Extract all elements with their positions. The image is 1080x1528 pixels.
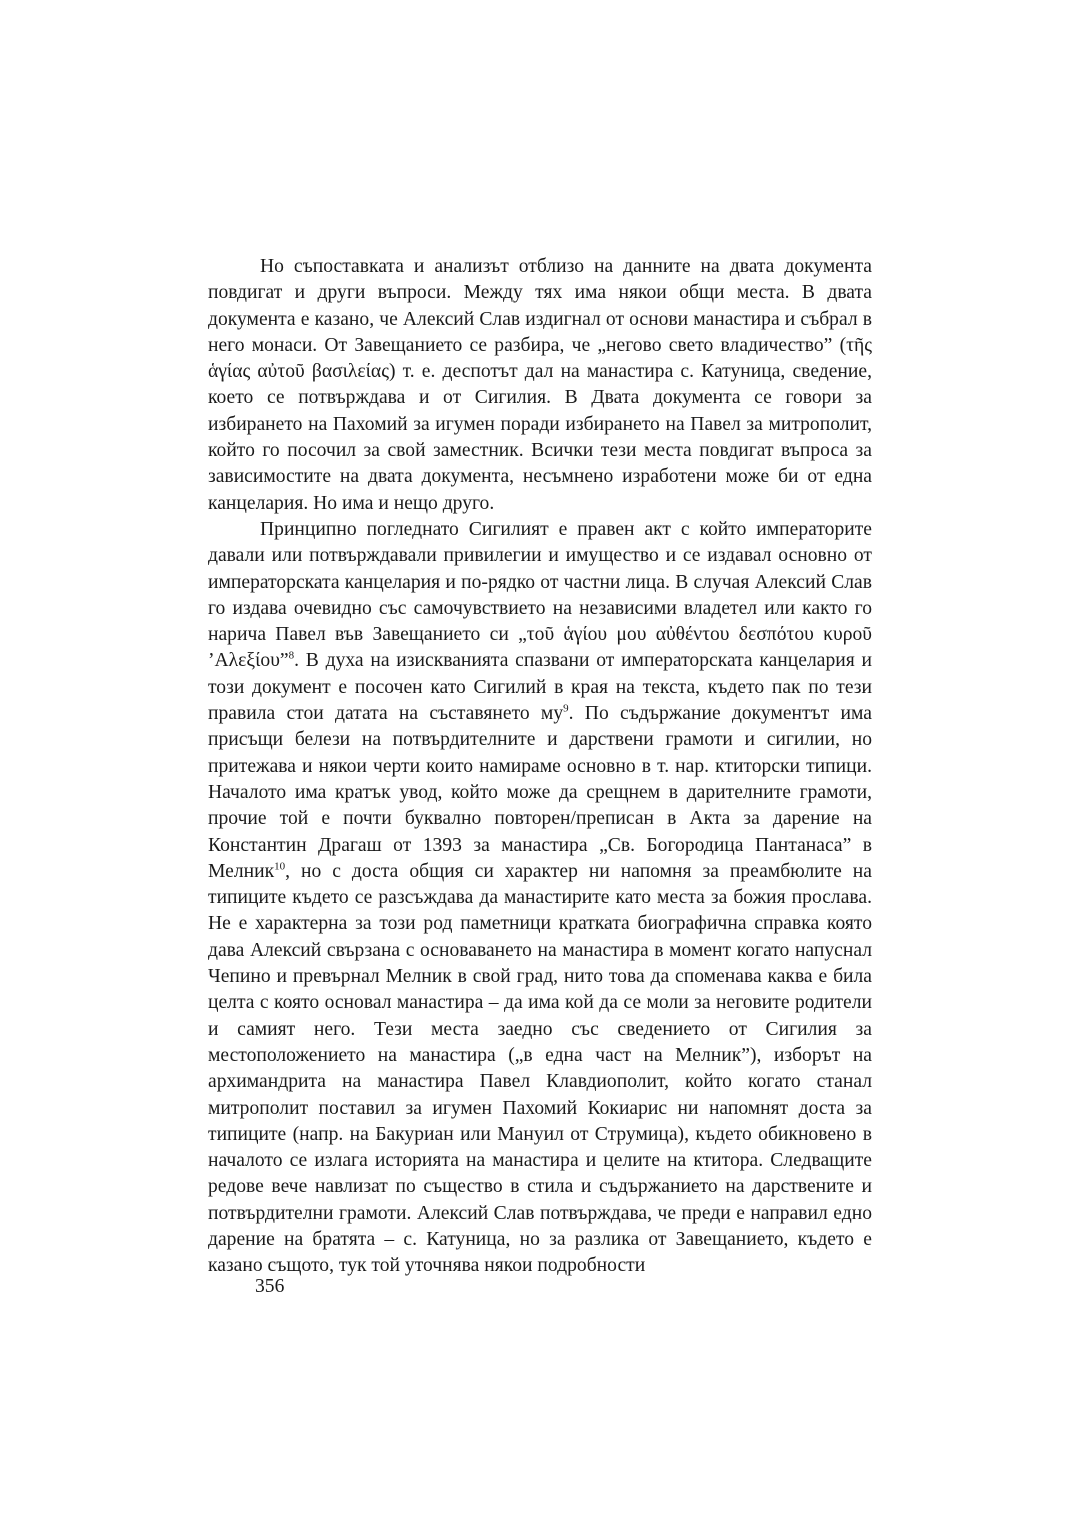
paragraph-text: , но с доста общия си характер ни напомня за преамбюлите на типиците където се разсъждава да манастирите като места за божия прослава. Не е характерна за този род паметници кратката биографична справка която дава Алексий свързана с основаването на манастира в момент когато напуснал Чепино и превърнал Мелник в свой град, нито това да споменава каква е била целта с която основал манастира – да има кой да се моли за неговите родители и самият него. Тези места заедно със сведението от Сигилия за местоположението на манастира („в една част на Мелник”), изборът на архимандрита на манастира Павел Клавдиополит, който когато станал митрополит поставил за игумен Пахомий Кокиарис ни напомнят доста за типиците (напр. на Бакуриан или Мануил от Струмица), където обикновено в началото се излага историята на манастира и целите на ктитора. Следващите редове вече навлизат по същество в стила и съдържанието на дарствените и потвърдителни грамоти. Алексий Слав потвърждава, че преди е направил едно дарение на братята – с. Катуница, но за разлика от Завещанието, където е казано същото, тук той уточнява някои подробности xyxy=(208,860,872,1277)
paragraph-text: . В духа на изискванията спазвани от императорската канцелария и този документ е посочен като Сигилий в края на текста, където пак по тези правила стои датата на съставянето му xyxy=(208,650,872,725)
paragraph-text: . По съдържание документът има присъщи белези на потвърдителните и дарствени грамоти и сигилии, но притежава и някои черти които намираме основно в т. нар. ктиторски типици. Началото има кратък увод, който може да срещнем в дарителните грамоти, прочие той е почти буквално повторен/преписан в Акта за дарение на Константин Драгаш от 1393 за манастира „Св. Богородица Пантанаса” в Мелник xyxy=(208,703,872,882)
paragraph xyxy=(208,517,872,1280)
body-text xyxy=(208,254,872,1280)
paragraph-text: Но съпоставката и анализът отблизо на данните на двата документа повдигат и други въпроси. Между тях има някои общи места. В двата документа е казано, че Алексий Слав издигнал от основи манастира и събрал в него монаси. От Завещанието се разбира, че „негово свето владичество” (τῆς ἁγίας αὐτοῦ βασιλείας) т. е. деспотът дал на манастира с. Катуница, сведение, което се потвърждава и от Сигилия. В Двата документа се говори за избирането на Пахомий за игумен поради избирането на Павел за митрополит, който го посочил за свой заместник. Всички тези места повдигат въпроса за зависимостите на двата документа, несъмнено изработени може би от една канцелария. Но има и нещо друго. xyxy=(208,256,872,514)
footnote-marker: 8 xyxy=(288,649,295,662)
paragraph-text: Принципно погледнато Сигилият е правен акт с който императорите давали или потвърждавали привилегии и имущество и се издавал основно от императорската канцелария и по-рядко от частни лица. В случая Алексий Слав го издава очевидно със самочувствието на независими владетел или както го нарича Павел във Завещанието си „τοῦ ἁγίου μου αὐθέντου δεσπότου κυροῦ ’Αλεξίου” xyxy=(208,518,872,672)
footnote-marker: 9 xyxy=(563,702,569,715)
page-number: 356 xyxy=(255,1276,285,1297)
paragraph xyxy=(208,254,872,517)
footnote-marker: 10 xyxy=(274,860,286,873)
